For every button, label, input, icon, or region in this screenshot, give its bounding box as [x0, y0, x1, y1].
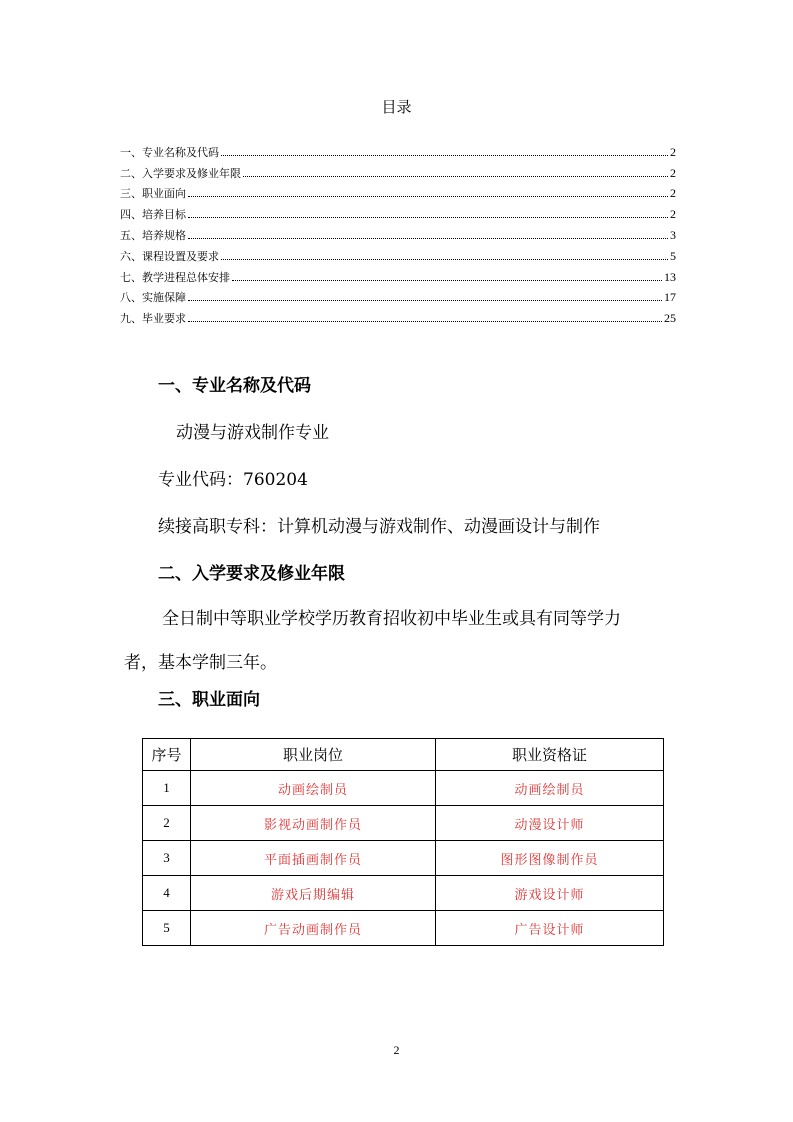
toc-entry-page: 3 [670, 227, 676, 242]
header-cert: 职业资格证 [436, 739, 664, 771]
toc-entry[interactable] [120, 305, 676, 326]
section-heading-2: 二、入学要求及修业年限 [158, 564, 345, 584]
table-row [143, 876, 664, 911]
toc-entry-label: 五、培养规格 [120, 228, 186, 242]
continuation-majors: 续接高职专科：计算机动漫与游戏制作、动漫画设计与制作 [158, 517, 600, 537]
toc-leader [221, 154, 668, 156]
toc-leader [188, 320, 662, 322]
career-table [142, 738, 664, 946]
header-no: 序号 [143, 739, 191, 771]
cell-job: 平面插画制作员 [191, 841, 436, 876]
cell-cert: 广告设计师 [436, 911, 664, 946]
cell-cert: 动画绘制员 [436, 771, 664, 806]
table-of-contents [120, 139, 676, 326]
toc-entry[interactable] [120, 139, 676, 160]
toc-entry-label: 六、课程设置及要求 [120, 249, 219, 263]
toc-entry[interactable] [120, 285, 676, 306]
cell-job: 广告动画制作员 [191, 911, 436, 946]
toc-entry[interactable] [120, 243, 676, 264]
admission-line-1: 全日制中等职业学校学历教育招收初中毕业生或具有同等学力 [162, 609, 621, 629]
toc-leader [243, 175, 668, 177]
cell-no: 2 [143, 806, 191, 841]
toc-entry-label: 四、培养目标 [120, 208, 186, 222]
section-heading-3: 三、职业面向 [158, 690, 260, 710]
toc-entry-label: 一、专业名称及代码 [120, 145, 219, 159]
toc-entry[interactable] [120, 181, 676, 202]
toc-leader [188, 237, 668, 239]
cell-no: 1 [143, 771, 191, 806]
cell-job: 动画绘制员 [191, 771, 436, 806]
section-heading-1: 一、专业名称及代码 [158, 376, 311, 396]
toc-entry-label: 九、毕业要求 [120, 312, 186, 326]
header-job: 职业岗位 [191, 739, 436, 771]
toc-entry-page: 25 [664, 311, 676, 326]
toc-entry-label: 七、教学进程总体安排 [120, 270, 230, 284]
cell-no: 4 [143, 876, 191, 911]
page-number: 2 [393, 1043, 400, 1057]
toc-entry-page: 2 [670, 144, 676, 159]
toc-title: 目录 [381, 98, 412, 116]
cell-no: 5 [143, 911, 191, 946]
table-row [143, 841, 664, 876]
toc-entry[interactable] [120, 201, 676, 222]
toc-entry-page: 2 [670, 207, 676, 222]
cell-cert: 图形图像制作员 [436, 841, 664, 876]
admission-line-2: 者，基本学制三年。 [124, 653, 277, 673]
toc-leader [232, 279, 662, 281]
major-code: 专业代码：760204 [158, 470, 308, 490]
toc-entry-page: 2 [670, 165, 676, 180]
table-row [143, 806, 664, 841]
toc-entry-page: 17 [664, 290, 676, 305]
toc-leader [188, 299, 662, 301]
toc-entry-page: 2 [670, 186, 676, 201]
toc-entry-label: 八、实施保障 [120, 291, 186, 305]
table-row [143, 771, 664, 806]
toc-leader [221, 258, 668, 260]
toc-entry-label: 三、职业面向 [120, 187, 186, 201]
cell-cert: 游戏设计师 [436, 876, 664, 911]
toc-leader [188, 216, 668, 218]
toc-entry[interactable] [120, 160, 676, 181]
toc-entry-page: 13 [664, 269, 676, 284]
table-header-row [143, 739, 664, 771]
cell-job: 影视动画制作员 [191, 806, 436, 841]
toc-entry-label: 二、入学要求及修业年限 [120, 166, 241, 180]
toc-entry-page: 5 [670, 248, 676, 263]
cell-no: 3 [143, 841, 191, 876]
cell-cert: 动漫设计师 [436, 806, 664, 841]
toc-entry[interactable] [120, 264, 676, 285]
table-row [143, 911, 664, 946]
toc-entry[interactable] [120, 222, 676, 243]
toc-leader [188, 195, 668, 197]
major-name: 动漫与游戏制作专业 [176, 423, 329, 443]
cell-job: 游戏后期编辑 [191, 876, 436, 911]
